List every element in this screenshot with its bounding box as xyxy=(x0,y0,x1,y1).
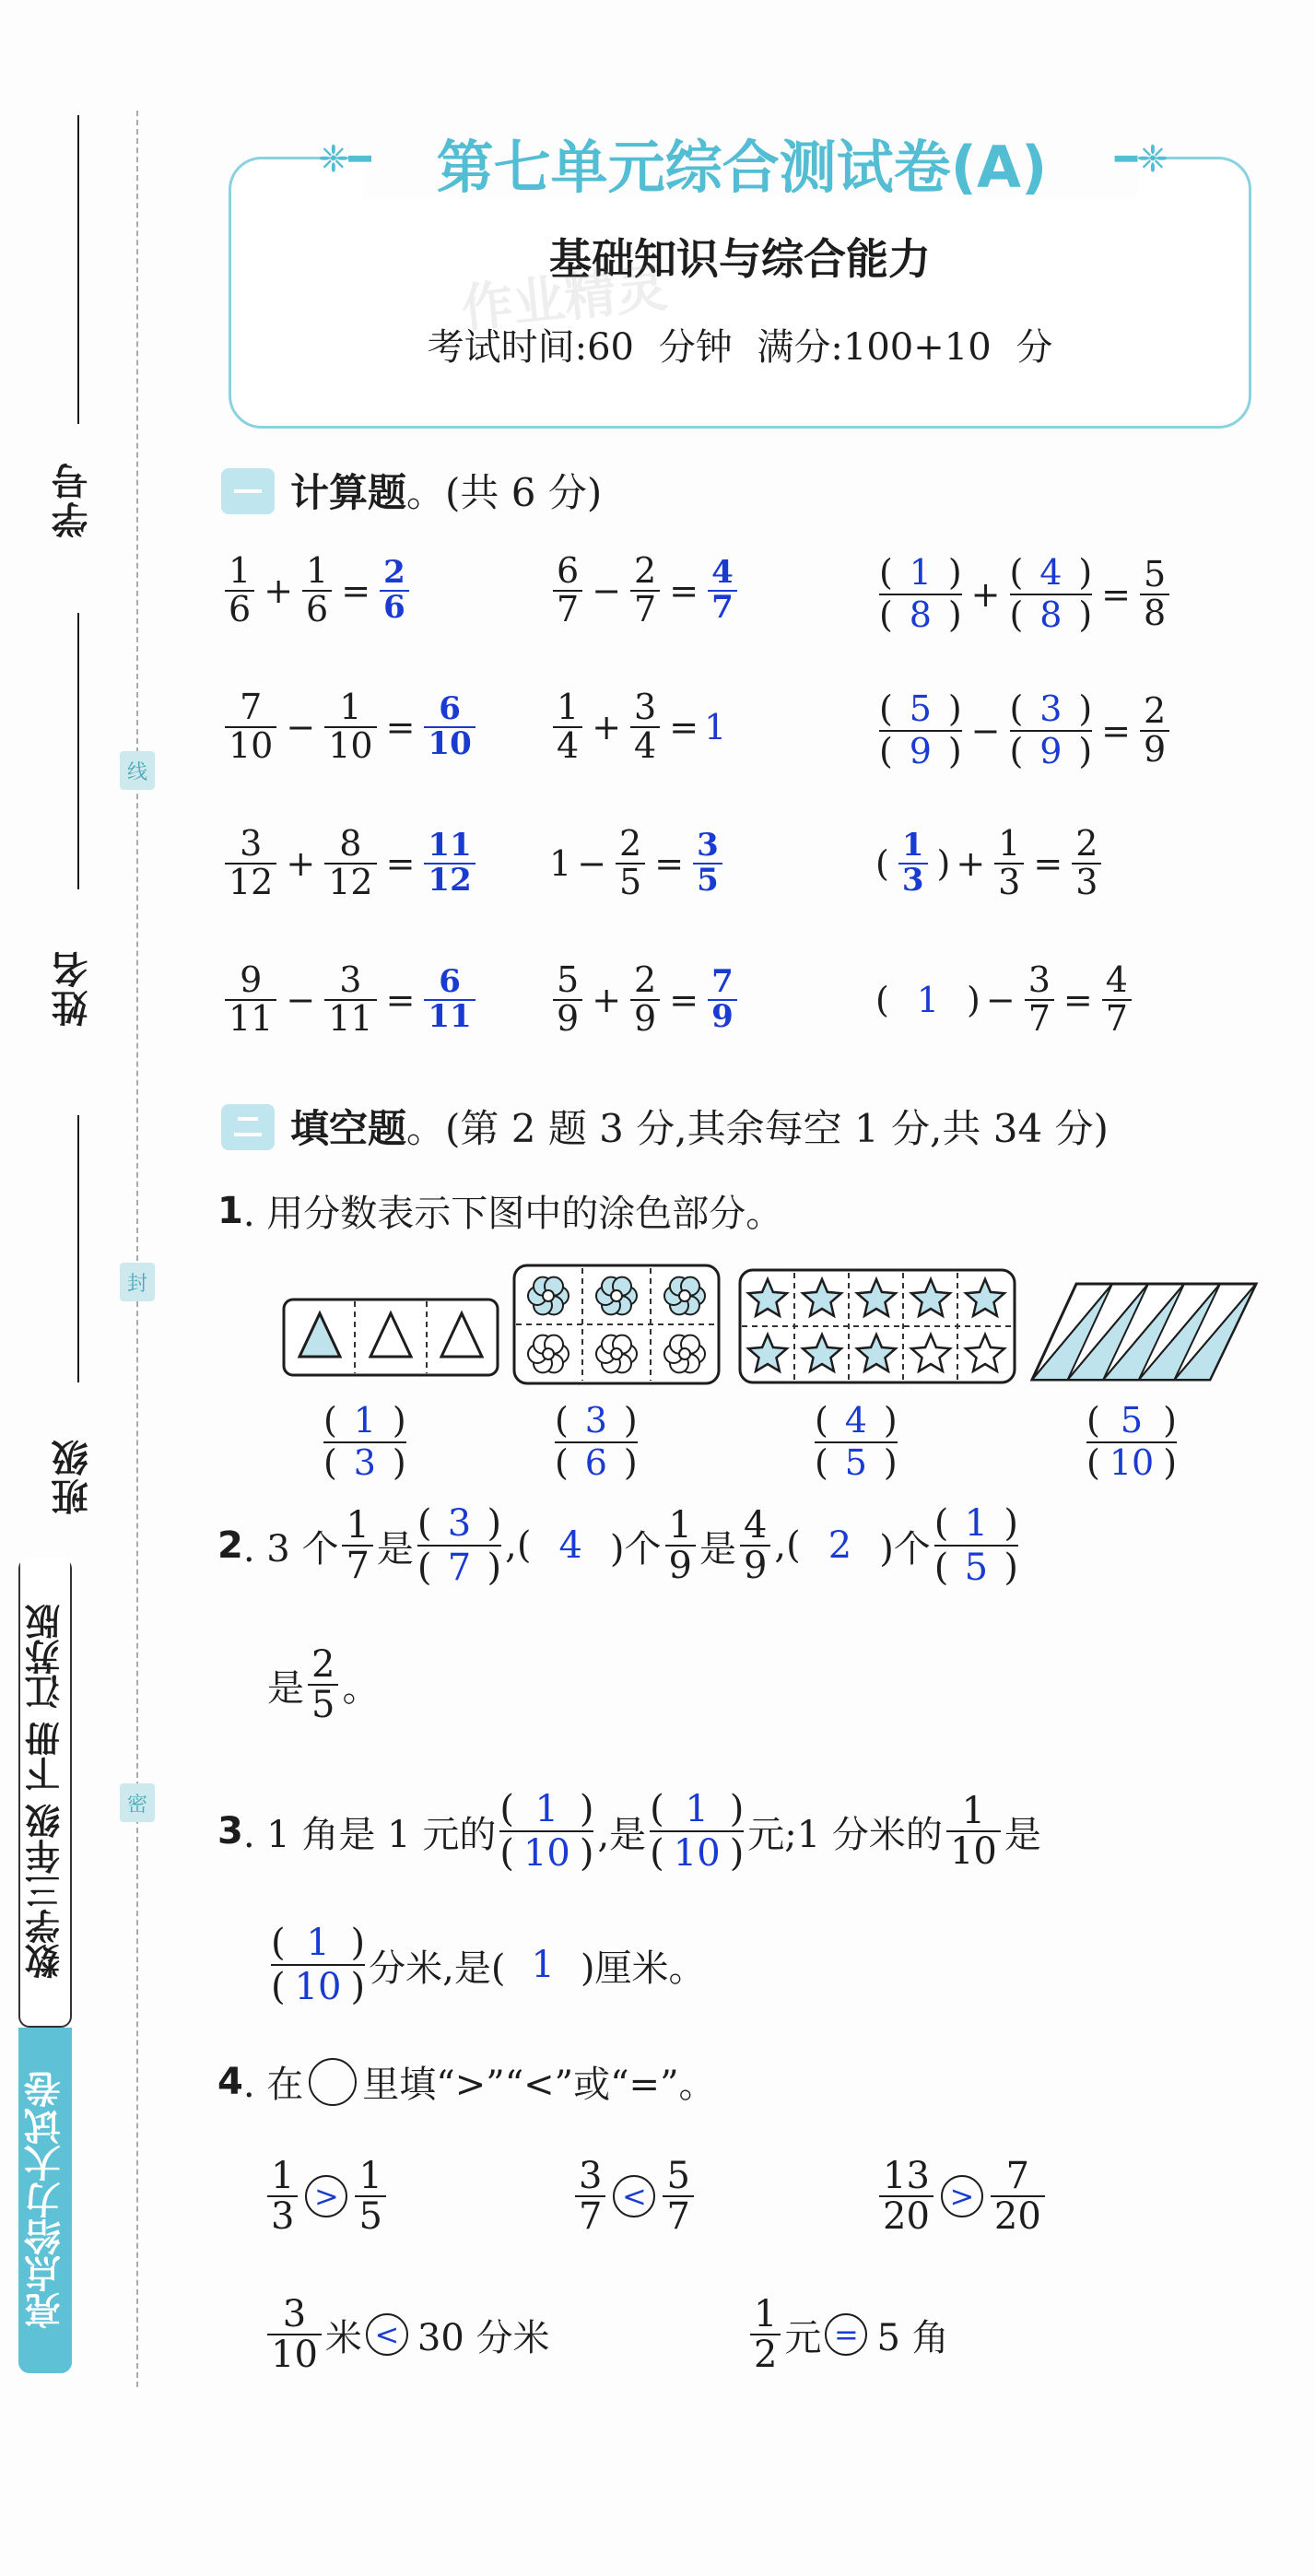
compare-circle[interactable]: > xyxy=(941,2175,983,2217)
q3-blank-1[interactable]: ( 1 ) ( 10 ) xyxy=(499,1788,594,1875)
triangles-figure xyxy=(281,1290,502,1382)
margin-line-1 xyxy=(77,115,79,424)
q1-answer[interactable] xyxy=(320,1401,410,1483)
name-label: 姓名 xyxy=(52,949,94,1027)
stars-figure xyxy=(737,1267,1018,1387)
calc-item[interactable]: ( 5 ) ( 9 ) − ( 3 ) ( 9 ) = $\frac{2}{9}$ xyxy=(875,689,1173,771)
cut-mark-mi: 密 xyxy=(120,1783,155,1822)
compare-circle[interactable]: < xyxy=(613,2175,655,2217)
calc-item[interactable]: ( 1 3 ) + $\frac{1}{3}$ = $\frac{2}{3}$ xyxy=(875,826,1105,901)
series-grade: 数学三年级 下册 江苏版 xyxy=(18,1558,72,2028)
compare-item[interactable]: 1 2 元 = 5 角 xyxy=(746,2295,949,2374)
compare-item[interactable]: 13 20 > 7 20 xyxy=(875,2157,1049,2236)
circle-icon xyxy=(309,2058,357,2106)
q3-blank-2[interactable]: ( 1 ) ( 10 ) xyxy=(650,1788,745,1875)
answer-blank[interactable]: ( 1 ) ( 8 ) xyxy=(879,552,962,635)
parallelogram-figure xyxy=(1030,1276,1261,1387)
calc-item[interactable]: 3 12 + $\frac{8}{12}$ = $\frac{11}{12}$ xyxy=(221,826,479,901)
answer-blank[interactable]: ( 3 ) ( 6 ) xyxy=(555,1400,638,1483)
q1-text: 1 . 用分数表示下图中的涂色部分。 xyxy=(217,1189,783,1235)
answer-blank[interactable]: ( 3 ) ( 9 ) xyxy=(1009,688,1093,771)
q3-line-2: ( 1 ) ( 10 ) 分米,是( 1 )厘米。 xyxy=(271,1922,706,2008)
section-2-badge xyxy=(221,1104,275,1150)
section-2-title: 填空题。(第 2 题 3 分,其余每空 1 分,共 34 分) xyxy=(290,1106,1109,1151)
flower-center xyxy=(679,1348,690,1359)
calc-item[interactable]: 1 6 + $\frac{1}{6}$ = $\frac{2}{6}$ xyxy=(221,553,413,629)
flower-center xyxy=(543,1290,554,1301)
q3-blank-4[interactable]: 1 xyxy=(531,1944,555,1986)
left-ornament-icon: ❈━ xyxy=(318,138,371,181)
flower-center xyxy=(611,1348,622,1359)
right-ornament-icon: ━❈ xyxy=(1115,138,1168,181)
section-1-badge xyxy=(221,468,275,514)
series-brand: 亮点给力大试卷 xyxy=(18,2028,72,2373)
section-1-title: 计算题。(共 6 分) xyxy=(290,470,603,515)
q1-answer[interactable] xyxy=(551,1401,641,1483)
page-subtitle: 基础知识与综合能力 xyxy=(549,234,931,284)
calc-item[interactable]: ( 1 ) ( 8 ) + ( 4 ) ( 8 ) = $\frac{5}{8}$ xyxy=(875,553,1173,635)
class-label: 班级 xyxy=(52,1438,94,1515)
calc-item[interactable]: 1 4 + $\frac{3}{4}$ = 1 xyxy=(549,689,726,765)
flower-center xyxy=(611,1290,622,1301)
q2-blank-4[interactable]: ( 1 ) ( 5 ) xyxy=(933,1502,1019,1589)
compare-item[interactable]: 3 7 < 5 7 xyxy=(571,2157,698,2236)
watermark: 作业精灵 xyxy=(458,258,671,340)
calc-item[interactable]: 6 7 − $\frac{2}{7}$ = $\frac{4}{7}$ xyxy=(549,553,741,629)
compare-circle[interactable]: = xyxy=(825,2313,867,2356)
page-title: 第七单元综合测试卷(A) xyxy=(436,134,1048,201)
answer-blank[interactable]: ( 4 ) ( 8 ) xyxy=(1009,552,1093,635)
cut-mark-xian: 线 xyxy=(120,751,155,790)
compare-circle[interactable]: < xyxy=(366,2313,408,2356)
q3-blank-3[interactable]: ( 1 ) ( 10 ) xyxy=(271,1922,366,2008)
calc-item[interactable]: 5 9 + $\frac{2}{9}$ = $\frac{7}{9}$ xyxy=(549,962,741,1038)
cut-line xyxy=(136,111,138,2387)
exam-info: 考试时间:60 分钟 满分:100+10 分 xyxy=(427,326,1053,369)
q2-blank-3[interactable]: 2 xyxy=(828,1524,852,1567)
answer-blank[interactable]: ( 4 ) ( 5 ) xyxy=(815,1400,898,1483)
flower-center xyxy=(543,1348,554,1359)
compare-item[interactable]: 3 10 米 < 30 分米 xyxy=(264,2295,550,2374)
cut-mark-feng: 封 xyxy=(120,1263,155,1301)
calc-item[interactable]: 9 11 − $\frac{3}{11}$ = $\frac{6}{11}$ xyxy=(221,962,479,1038)
calc-item[interactable]: ( 1 ) − $\frac{3}{7}$ = $\frac{4}{7}$ xyxy=(875,962,1135,1038)
calc-item[interactable]: 1 − $\frac{2}{5}$ = $\frac{3}{5}$ xyxy=(549,826,726,901)
margin-line-3 xyxy=(77,1115,79,1382)
student-no-label: 学号 xyxy=(52,461,94,538)
compare-circle[interactable]: > xyxy=(305,2175,347,2217)
q2-blank-2[interactable]: 4 xyxy=(558,1524,582,1567)
q1-answer[interactable] xyxy=(1083,1401,1180,1483)
answer-blank[interactable]: ( 5 ) ( 9 ) xyxy=(879,688,962,771)
answer-blank[interactable]: ( 1 ) ( 3 ) xyxy=(323,1400,406,1483)
answer-blank[interactable]: ( 5 ) ( 10 ) xyxy=(1086,1400,1178,1483)
series-label xyxy=(18,1558,72,2373)
margin-line-2 xyxy=(77,613,79,889)
compare-item[interactable]: 1 3 > 1 5 xyxy=(264,2157,390,2236)
q1-answer[interactable] xyxy=(811,1401,901,1483)
flower-center xyxy=(679,1290,690,1301)
q2-line-2: 是 2 5 。 xyxy=(267,1643,380,1726)
q3-line: 3 . 1 角是 1 元的 ( 1 ) ( 10 ) ,是 ( 1 ) ( 10 ) 元;1 分米的 1 10 是 xyxy=(217,1788,1041,1875)
q2-blank-1[interactable]: ( 3 ) ( 7 ) xyxy=(417,1502,502,1589)
q4-line: 4 . 在 里填“>”“<”或“=”。 xyxy=(217,2055,716,2108)
calc-item[interactable]: 7 10 − $\frac{1}{10}$ = $\frac{6}{10}$ xyxy=(221,689,479,765)
flowers-figure xyxy=(511,1261,723,1390)
q2-line: 2 . 3 个 1 7 是 ( 3 ) ( 7 ) ,( 4 )个 1 9 是 4 9 ,( 2 )个 ( 1 ) ( 5 ) xyxy=(217,1502,1019,1589)
